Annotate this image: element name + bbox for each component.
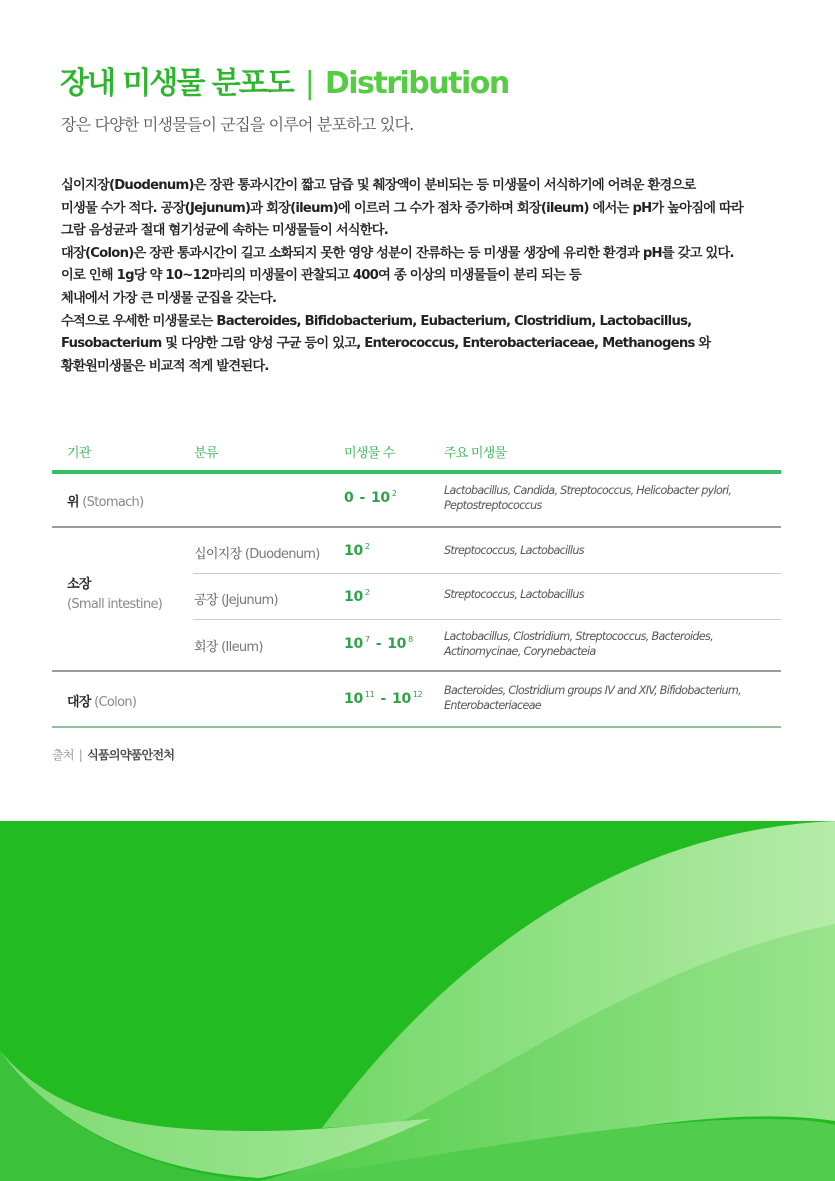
column-header-microbes: 주요 미생물 [444,446,507,461]
title-english: Distribution [324,66,509,101]
body-line: 황환원미생물은 비교적 적게 발견된다. [61,358,269,374]
title-korean: 장내 미생물 분포도 [60,66,293,101]
count-cell: 10 $^2$ [344,542,370,559]
table-bottom-line [52,726,781,728]
table-row [52,474,781,527]
count-cell: 0 - 10 $^2$ [344,489,397,506]
table-header-row [52,435,781,470]
source-value: 식품의약품안전처 [87,748,175,762]
table-row [52,574,781,620]
body-line: 미생물 수가 적다. 공장(Jejunum)과 회장(ileum)에 이르러 그 수가 점차 증가하며 회장(ileum) 에서는 pH가 높아짐에 따라 [61,200,744,216]
body-line: 체내에서 가장 큰 미생물 군집을 갖는다. [61,290,277,306]
count-cell: 10 $^{11}$ - 10 $^{12}$ [344,690,423,707]
decorative-wave-background [0,821,835,1181]
organ-cell: 소장 (Small intestine) [67,577,163,612]
body-line: 이로 인해 1g당 약 10~12마리의 미생물이 관찰되고 400여 종 이상의 미생물들이 분리 되는 등 [61,268,581,284]
source-credit [52,746,174,763]
microbes-cell: Streptococcus, Lactobacillus [444,588,584,601]
page-title [60,64,509,104]
organ-cell: 위 (Stomach) [67,495,144,510]
column-header-count: 미생물 수 [344,446,395,461]
column-header-category: 분류 [194,446,218,461]
body-line: 수적으로 우세한 미생물로는 Bacteroides, Bifidobacterium, Eubacterium, Clostridium, Lactobacillus, [61,313,692,329]
body-line: 십이지장(Duodenum)은 장관 통과시간이 짧고 담즙 및 췌장액이 분비되는 등 미생물이 서식하기에 어려운 환경으로 [61,178,696,193]
body-paragraph [61,175,801,378]
source-label: 출처 [52,748,74,762]
category-cell: 공장 (Jejunum) [194,593,278,608]
body-line: 대장(Colon)은 장관 통과시간이 길고 소화되지 못한 영양 성분이 잔류하는 등 미생물 생장에 유리한 환경과 pH를 갖고 있다. [61,245,734,261]
table-row [52,620,781,671]
distribution-table [52,435,781,712]
microbes-cell: Lactobacillus, Candida, Streptococcus, Helicobacter pylori, Peptostreptococcus [444,484,732,512]
microbes-cell: Streptococcus, Lactobacillus [444,544,584,557]
page-subtitle: 장은 다양한 미생물들이 군집을 이루어 분포하고 있다. [61,115,414,134]
body-line: Fusobacterium 및 다양한 그람 양성 구균 등이 있고, Enterococcus, Enterobacteriaceae, Methanogens 와 [61,336,711,352]
category-cell: 십이지장 (Duodenum) [194,547,320,562]
table-row [52,528,781,574]
category-cell: 회장 (Ileum) [194,640,263,655]
title-separator: | [304,66,315,101]
count-cell: 10 $^7$ - 10 $^8$ [344,635,413,652]
count-cell: 10 $^2$ [344,588,370,605]
source-separator: | [78,748,83,762]
column-header-organ: 기관 [67,446,91,461]
body-line: 그람 음성균과 절대 혐기성균에 속하는 미생물들이 서식한다. [61,223,389,239]
microbes-cell: Bacteroides, Clostridium groups IV and XIV, Bifidobacterium, Enterobacteriaceae [444,684,741,712]
microbes-cell: Lactobacillus, Clostridium, Streptococcus, Bacteroides, Actinomycinae, Corynebacteia [444,630,713,658]
organ-cell: 대장 (Colon) [67,695,137,710]
table-row [52,672,781,727]
